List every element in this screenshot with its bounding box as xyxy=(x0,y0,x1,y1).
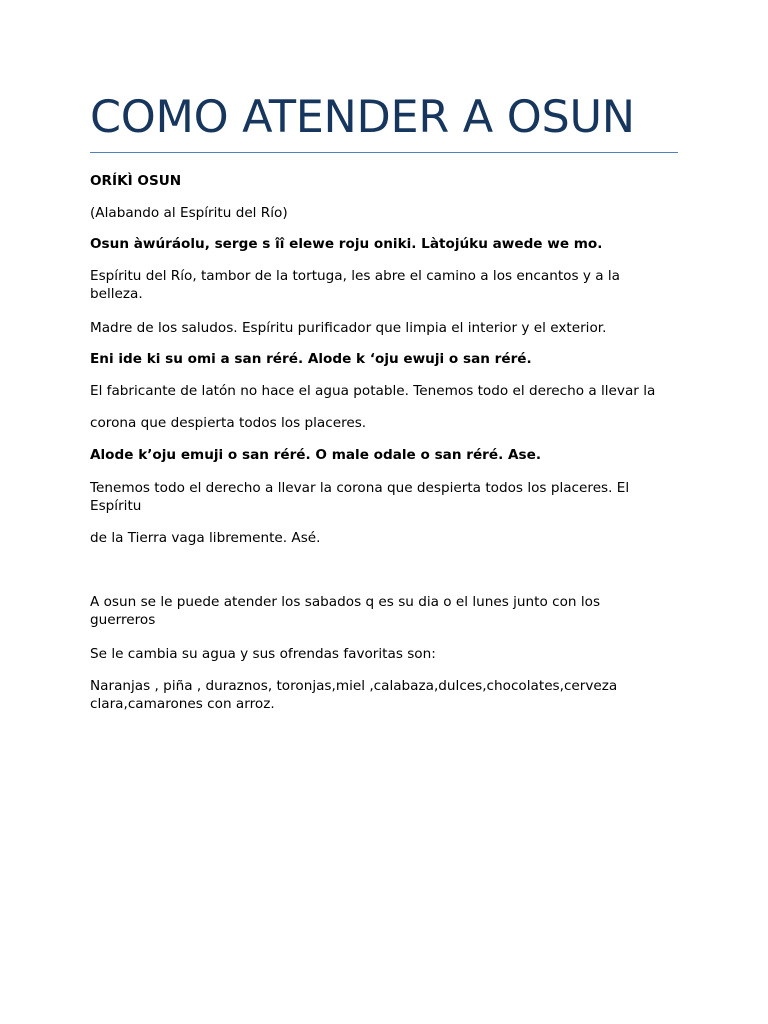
translation-1: Espíritu del Río, tambor de la tortuga, les abre el camino a los encantos y a la belleza. xyxy=(90,268,620,302)
subtitle-text: (Alabando al Espíritu del Río) xyxy=(90,205,288,221)
translation-4-line-1: Tenemos todo el derecho a llevar la corona que despierta todos los placeres. El Espíritu xyxy=(90,480,630,514)
note-offerings-list: Naranjas , piña , duraznos, toronjas,miel ,calabaza,dulces,chocolates,cerveza clara,camarones con arroz. xyxy=(90,678,618,712)
verse-2: Eni ide ki su omi a san réré. Alode k ‘oju ewuji o san réré. xyxy=(90,351,532,367)
note-attendance: A osun se le puede atender los sabados q es su dia o el lunes junto con los guerreros xyxy=(90,594,601,628)
document-title: COMO ATENDER A OSUN xyxy=(90,92,635,143)
oriki-heading: ORÍKÌ OSUN xyxy=(90,173,182,189)
verse-3: Alode k’oju emuji o san réré. O male odale o san réré. Ase. xyxy=(90,447,541,463)
note-offerings-intro: Se le cambia su agua y sus ofrendas favoritas son: xyxy=(90,646,436,662)
verse-1: Osun àwúráolu, serge s îî elewe roju oniki. Làtojúku awede we mo. xyxy=(90,236,603,252)
translation-4-line-2: de la Tierra vaga libremente. Asé. xyxy=(90,530,321,546)
translation-3-line-2: corona que despierta todos los placeres. xyxy=(90,415,367,431)
translation-3-line-1: El fabricante de latón no hace el agua potable. Tenemos todo el derecho a llevar la xyxy=(90,383,656,399)
title-underline xyxy=(90,152,678,153)
translation-2: Madre de los saludos. Espíritu purificador que limpia el interior y el exterior. xyxy=(90,320,607,336)
